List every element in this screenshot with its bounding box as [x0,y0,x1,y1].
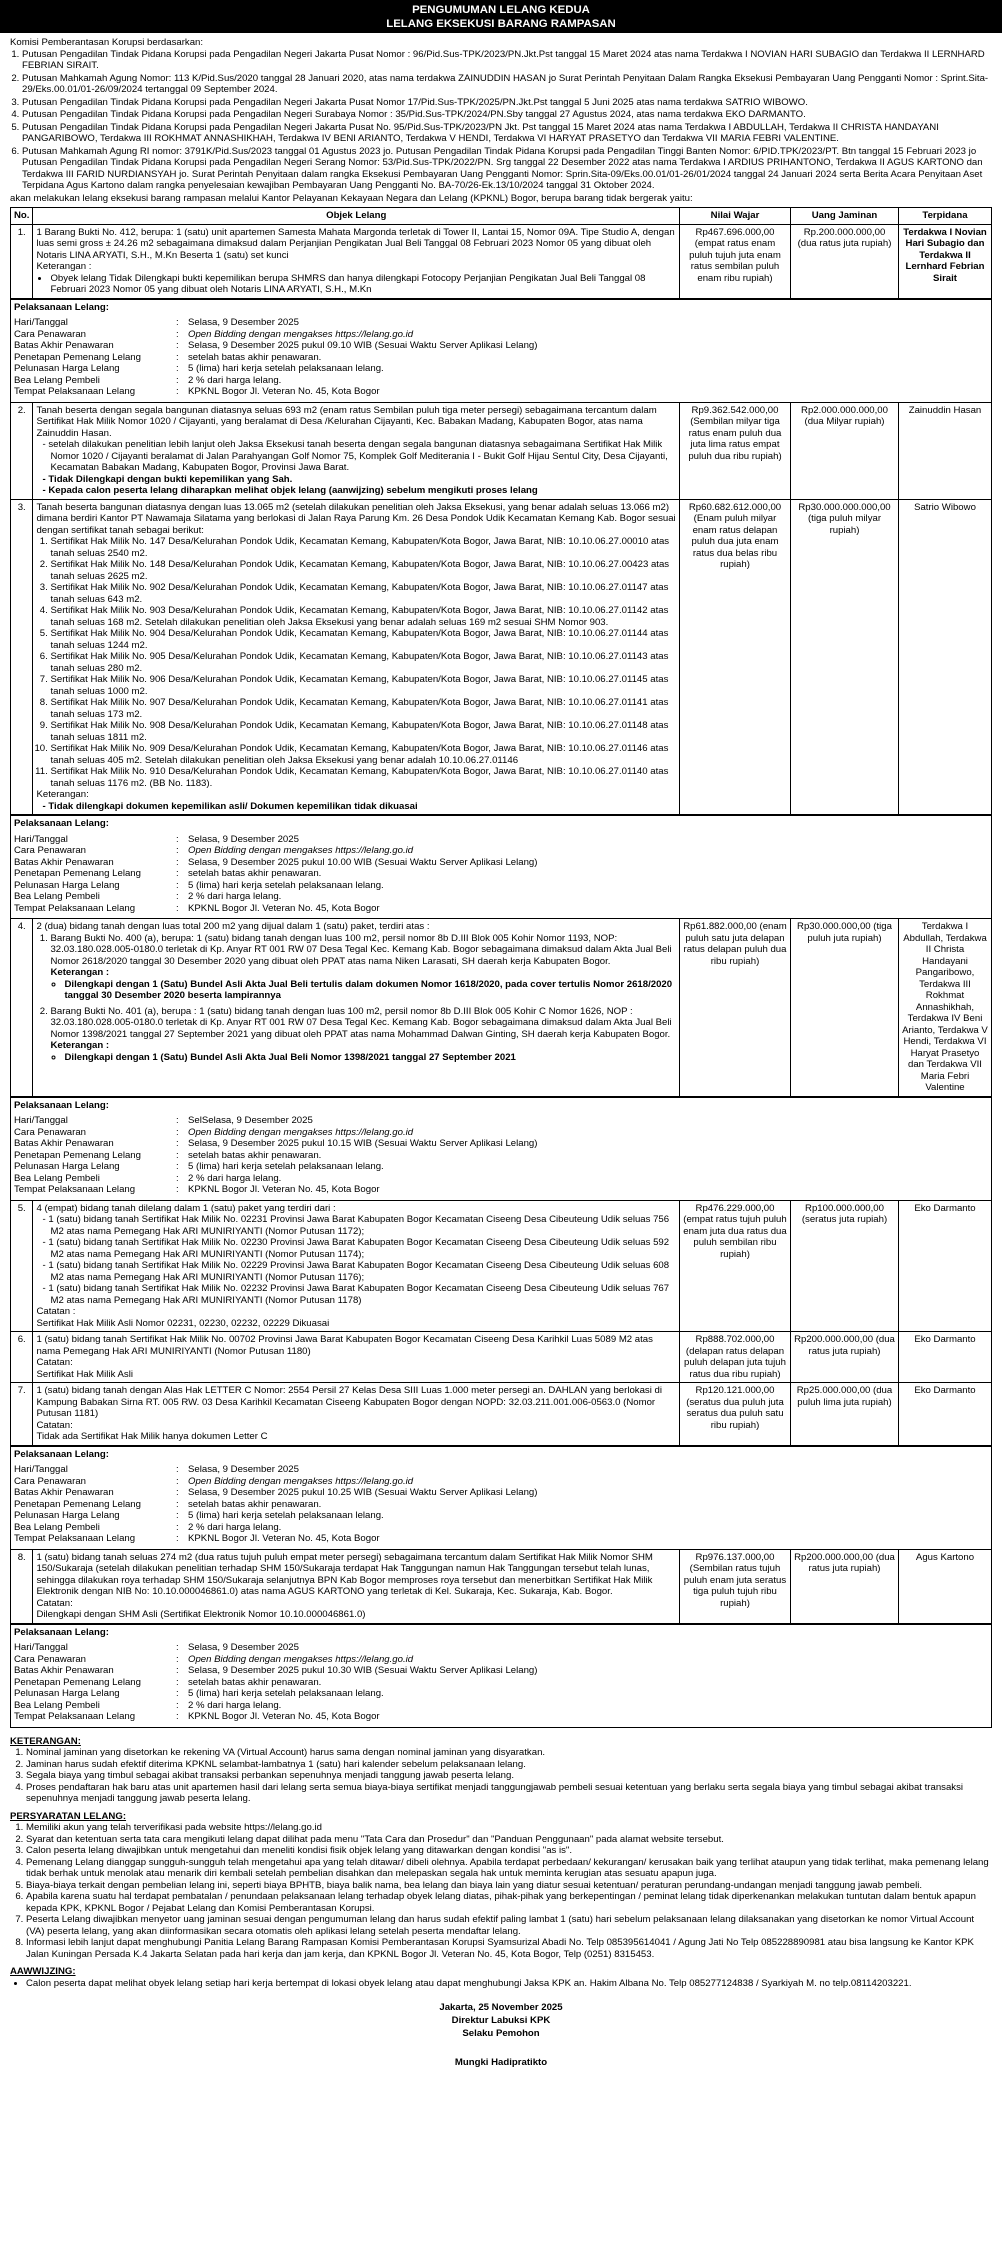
schedule-value: 2 % dari harga lelang. [188,1172,282,1184]
legal-basis-item: 4. Putusan Pengadilan Tindak Pidana Korupsi pada Pengadilan Negeri Surabaya Nomor : 35/Pid.Sus-TPK/2024/PN.Sby tanggal 27 Agustus 2024, atas nama terdakwa EKO DARMANTO. [22,109,992,121]
schedule-value: 2 % dari harga lelang. [188,374,282,386]
schedule-row [11,1445,992,1549]
schedule-value: Selasa, 9 Desember 2025 pukul 10.00 WIB (Sesuai Waktu Server Aplikasi Lelang) [188,856,538,868]
intro-closing: akan melakukan lelang eksekusi barang rampasan melalui Kantor Pelayanan Kekayaan Negara dan Lelang (KPKNL) Bogor, berupa barang tidak bergerak yaitu: [10,192,693,204]
header-bar [0,0,1002,33]
schedule-label: Tempat Pelaksanaan Lelang [14,902,136,914]
note-item: 3. Segala biaya yang timbul sebagai akibat transaksi perbankan sepenuhnya menjadi tanggung jawab peserta lelang. [26,1770,992,1782]
schedule-label: Penetapan Pemenang Lelang [14,1149,141,1161]
lot-text: 2 (dua) bidang tanah dengan luas total 200 m2 yang dijual dalam 1 (satu) paket, terdiri atas : [36,921,430,932]
notes-section [10,1736,992,1990]
table-row [11,919,992,1097]
header-subtitle: LELANG EKSEKUSI BARANG RAMPASAN [386,18,616,30]
schedule-label: Bea Lelang Pembeli [14,374,100,386]
sign-date: Jakarta, 25 November 2025 [439,2002,563,2013]
requirement-item: 5. Biaya-biaya terkait dengan pembelian lelang ini, seperti biaya BPHTB, biaya balik nama, bea lelang dan biaya lain yang diatur sesuai ketentuan/ peraturan perundang-undangan menjadi tanggung jawab pembeli. [26,1880,992,1892]
requirement-item: 6. Apabila karena suatu hal terdapat pembatalan / penundaan pelaksanaan lelang terhadap obyek lelang diatas, pihak-pihak yang berkepentingan / peminat lelang tidak diperkenankan melakukan tuntutan dalam bentuk apapun kepada KPK, KPKNL Bogor / Pejabat Lelang dan Komisi Pemberantasan Korupsi. [26,1891,992,1914]
lot-subitem [50,933,676,1002]
lot-deposit: Rp200.000.000,00 (dua ratus juta rupiah) [791,1332,899,1383]
legal-basis-list [22,49,992,192]
schedule-value: setelah batas akhir penawaran. [188,351,322,363]
legal-basis-item: 6. Putusan Mahkamah Agung RI nomor: 3791K/Pid.Sus/2023 tanggal 01 Agustus 2023 jo. Putusan Pengadilan Tindak Pidana Korupsi pada Pengadilan Tinggi Banten Nomor: 6/PID.TPK/2023/PT. Btn tanggal 15 Februari 2023 jo Putusan Pengadilan Tindak Pidana Korupsi pada Pengadilan Negeri Serang Nomor: 53/Pid.Sus-TPK/2022/PN. Srg tanggal 22 Desember 2022 atas nama Terdakwa I ARDIUS PRIHANTONO, Terdakwa II AGUS KARTONO dan Terdakwa III FARID NURDIANSYAH jo. Surat Perintah Penyitaan dalam rangka Eksekusi Pembayaran Uang Pengganti Nomor: Sprin.Sita-09/Eks.00.01/01-26/01/2024 tanggal 24 Januari 2024 serta Berita Acara Penyitaan Aset Terpidana Agus Kartono dalam rangka penyelesaian kewajiban Pembayaran Uang Pengganti No. BA-70/26-Ek.13/10/2024 tanggal 31 Oktober 2024. [22,146,992,192]
schedule-value: 5 (lima) hari kerja setelah pelaksanaan lelang. [188,1161,384,1172]
schedule-label: Penetapan Pemenang Lelang [14,1498,141,1510]
col-no: No. [11,208,33,225]
sign-role: Selaku Pemohon [462,2028,540,2039]
schedule-value: Open Bidding dengan mengakses https://lelang.go.id [188,1475,414,1487]
lot-convict: Terdakwa I Novian Hari Subagio dan Terdakwa II Lernhard Febrian Sirait [899,224,992,298]
lot-text: 4 (empat) bidang tanah dilelang dalam 1 (satu) paket yang terdiri dari : [36,1202,336,1214]
lot-note-label: Keterangan : [50,967,110,978]
schedule-label: Pelunasan Harga Lelang [14,1510,120,1521]
requirement-item: 3. Calon peserta lelang diwajibkan untuk mengetahui dan meneliti kondisi fisik objek lelang yang ditawarkan dengan kondisi "as is". [26,1845,992,1857]
lot-deposit: Rp30.000.000,00 (tiga puluh juta rupiah) [791,919,899,1097]
certificate-item: 10. Sertifikat Hak Milik No. 909 Desa/Kelurahan Pondok Udik, Kecamatan Kemang, Kabupaten/Kota Bogor, Jawa Barat, NIB: 10.10.06.27.01146 atas tanah seluas 405 m2. Setelah dilakukan penelitian oleh Jaksa Eksekusi yang benar adalah 10.10.06.27.01146 [50,743,676,766]
schedule-value: Open Bidding dengan mengakses https://lelang.go.id [188,1126,414,1138]
schedule-label: Hari/Tanggal [14,1464,68,1475]
certificate-item: 6. Sertifikat Hak Milik No. 905 Desa/Kelurahan Pondok Udik, Kecamatan Kemang, Kabupaten/Kota Bogor, Jawa Barat, NIB: 10.10.06.27.01143 atas tanah seluas 280 m2. [50,651,676,674]
schedule-value: 2 % dari harga lelang. [188,1521,282,1533]
schedule-title: Pelaksanaan Lelang: [11,815,991,832]
lot-dash-item: - setelah dilakukan penelitian lebih lanjut oleh Jaksa Eksekusi tanah beserta dengan segala bangunan diatasnya sebagaimana Sertifikat Hak Milik Nomor 1020 / Cijayanti beralamat di Jalan Parahyangan Golf Nomor 75, Komplek Golf Mediterania I - Bukit Golf Hijau Sentul City, Desa Cijayanti, Kecamatan Babakan Madang, Kabupaten Bogor, Provinsi Jawa Barat. [50,439,676,474]
schedule-label: Cara Penawaran [14,1653,86,1665]
schedule-value: setelah batas akhir penawaran. [188,1676,322,1688]
intro-lead: Komisi Pemberantasan Korupsi berdasarkan: [10,37,204,48]
schedule-value: KPKNL Bogor Jl. Veteran No. 45, Kota Bogor [188,902,380,914]
lot-convict: Eko Darmanto [899,1332,992,1383]
auction-table [10,207,992,1728]
lot-note: Sertifikat Hak Milik Asli [36,1368,133,1380]
lot-value: Rp476.229.000,00 (empat ratus tujuh puluh enam juta dua ratus dua puluh sembilan ribu rupiah) [680,1200,791,1332]
schedule-label: Batas Akhir Penawaran [14,1138,114,1149]
schedule-label: Pelunasan Harga Lelang [14,363,120,374]
lot-dash-item: - 1 (satu) bidang tanah Sertifikat Hak Milik No. 02231 Provinsi Jawa Barat Kabupaten Bogor Kecamatan Ciseeng Desa Cibeuteung Udik seluas 756 M2 atas nama Pemegang Hak ARI MUNIRIYANTI (Nomor Putusan 1172); [50,1214,676,1237]
schedule-label: Pelunasan Harga Lelang [14,879,120,891]
certificate-item: 9. Sertifikat Hak Milik No. 908 Desa/Kelurahan Pondok Udik, Kecamatan Kemang, Kabupaten/Kota Bogor, Jawa Barat, NIB: 10.10.06.27.01148 atas tanah seluas 1811 m2. [50,720,676,743]
lot-note: Dilengkapi dengan SHM Asli (Sertifikat Elektronik Nomor 10.10.000046861.0) [36,1609,366,1620]
schedule-label: Pelunasan Harga Lelang [14,1688,120,1699]
schedule-value: Selasa, 9 Desember 2025 pukul 10.25 WIB (Sesuai Waktu Server Aplikasi Lelang) [188,1487,538,1498]
lot-number: 5. [11,1200,33,1332]
lot-value: Rp467.696.000,00 (empat ratus enam puluh tujuh juta enam ratus sembilan puluh enam ribu rupiah) [680,224,791,298]
certificate-item: 3. Sertifikat Hak Milik No. 902 Desa/Kelurahan Pondok Udik, Kecamatan Kemang, Kabupaten/Kota Bogor, Jawa Barat, NIB: 10.10.06.27.01147 atas tanah seluas 643 m2. [50,582,676,605]
header-title: PENGUMUMAN LELANG KEDUA [412,4,590,16]
sign-name: Mungki Hadipratikto [454,2057,548,2068]
schedule-value: Selasa, 9 Desember 2025 [188,317,299,328]
schedule-label: Tempat Pelaksanaan Lelang [14,386,136,397]
schedule-label: Batas Akhir Penawaran [14,1665,114,1676]
lot-dash-item: - Kepada calon peserta lelang diharapkan melihat objek lelang (aanwijzing) sebelum mengikuti proses lelang [50,485,676,497]
schedule-label: Penetapan Pemenang Lelang [14,868,141,879]
schedule-label: Bea Lelang Pembeli [14,1699,100,1711]
lot-number: 4. [11,919,33,1097]
schedule-label: Penetapan Pemenang Lelang [14,351,141,363]
legal-basis-item: 2. Putusan Mahkamah Agung Nomor: 113 K/Pid.Sus/2020 tanggal 28 Januari 2020, atas nama terdakwa ZAINUDDIN HASAN jo Surat Perintah Penyitaan Dalam Rangka Eksekusi Pembayaran Uang Pengganti Nomor : Sprint.Sita-29/Eks.00.01/01-26/09/2024 tertanggal 09 September 2024. [22,73,992,96]
lot-number: 3. [11,499,33,815]
lot-deposit: Rp30.000.000.000,00 (tiga puluh milyar rupiah) [791,499,899,815]
lot-note-label: Keterangan : [50,1040,110,1051]
lot-text: 1 (satu) bidang tanah seluas 274 m2 (dua ratus tujuh puluh empat meter persegi) sebagaimana tercantum dalam Sertifikat Hak Milik Nomor SHM 150/Sukaraja (setelah dilakukan penelitian terhadap SHM 150/Sukaraja terdapat Hak Tanggungan namun Hak Tanggungan tersebut telah lunas, sehingga dilakukan roya terhadap SHM 150/Sukaraja selanjutnya BPN Kab Bogor memproses roya tersebut dan menerbitkan Sertifikat Hak Milik Elektronik dengan NIB No: 10.10.000046861.0) atas nama AGUS KARTONO yang terletak di Kel. Sukaraja, Kec. Sukaraja, Kab. Bogor. [36,1551,653,1597]
lot-number: 1. [11,224,33,298]
schedule-label: Cara Penawaran [14,1126,86,1138]
schedule-value: Open Bidding dengan mengakses https://lelang.go.id [188,845,414,856]
schedule-title: Pelaksanaan Lelang: [11,299,991,316]
schedule-label: Pelunasan Harga Lelang [14,1161,120,1172]
schedule-label: Batas Akhir Penawaran [14,1487,114,1498]
lot-subitem-text: 2. Barang Bukti No. 401 (a), berupa : 1 (satu) bidang tanah dengan luas 100 m2, persil nomor 8b D.III Blok 005 Kohir C Nomor 1626, NOP : 32.03.180.028.005-0180.0 terletak di Kp. Anyar RT 001 RW 07 Desa Tegal Kec. Kemang Kab. Bogor sebagaimana dimaksud dalam Akta Jual Beli Nomor 1398/2021 tanggal 27 September 2021 yang dibuat oleh PPAT atas nama Mohammad Dalwan Ginting, SH daerah kerja Kabupaten Bogor. [50,1005,672,1040]
schedule-value: Selasa, 9 Desember 2025 pukul 10.15 WIB (Sesuai Waktu Server Aplikasi Lelang) [188,1138,538,1149]
col-value: Nilai Wajar [680,208,791,225]
lot-deposit: Rp2.000.000.000,00 (dua Milyar rupiah) [791,402,899,499]
lot-description [33,1549,680,1623]
lot-value: Rp61.882.000,00 (enam puluh satu juta delapan ratus delapan puluh dua ribu rupiah) [680,919,791,1097]
schedule-grid: Hari/Tanggal : Selasa, 9 Desember 2025 Cara Penawaran : Open Bidding dengan mengakses https://lelang.go.id Batas Akhir Penawaran : Selasa, 9 Desember 2025 pukul 10.30 WIB (Sesuai Waktu Server Aplikasi Lelang) Penetapan Pemenang Lelang : setelah batas akhir penawaran. Pelunasan Harga Lelang : 5 (lima) hari kerja setelah pelaksanaan lelang. Bea Lelang Pembeli : 2 % dari harga lelang. Tempat Pelaksanaan Lelang : KPKNL Bogor Jl. Veteran No. 45, Kota Bogor [14,1642,991,1723]
schedule-label: Bea Lelang Pembeli [14,891,100,902]
note-item: 2. Jaminan harus sudah efektif diterima KPKNL selambat-lambatnya 1 (satu) hari kalender sebelum pelaksanaan lelang. [26,1759,992,1771]
table-row [11,402,992,499]
lot-subitem [50,1006,676,1064]
schedule-value: Open Bidding dengan mengakses https://lelang.go.id [188,1653,414,1665]
legal-basis-item: 3. Putusan Pengadilan Tindak Pidana Korupsi pada Pengadilan Negeri Jakarta Pusat Nomor 17/Pid.Sus-TPK/2025/PN.Jkt.Pst tanggal 5 Juni 2025 atas nama terdakwa SATRIO WIBOWO. [22,97,992,109]
schedule-label: Hari/Tanggal [14,833,68,845]
lot-value: Rp9.362.542.000,00 (Sembilan milyar tiga ratus enam puluh dua juta lima ratus empat puluh dua ribu rupiah) [680,402,791,499]
table-row [11,1332,992,1383]
certificate-item: 7. Sertifikat Hak Milik No. 906 Desa/Kelurahan Pondok Udik, Kecamatan Kemang, Kabupaten/Kota Bogor, Jawa Barat, NIB: 10.10.06.27.01145 atas tanah seluas 1000 m2. [50,674,676,697]
lot-dash-item: - Tidak Dilengkapi dengan bukti kepemilikan yang Sah. [50,474,676,486]
signature-block [10,2001,992,2069]
legal-basis-item: 5. Putusan Pengadilan Tindak Pidana Korupsi pada Pengadilan Negeri Jakarta Pusat No. 95/Pid.Sus-TPK/2023/PN Jkt. Pst tanggal 15 Maret 2024 atas nama Terdakwa I ABDULLAH, Terdakwa II CHRISTA HANDAYANI PANGARIBOWO, Terdakwa III ROKHMAT ANNASHIKHAH, Terdakwa IV BENI ARIANTO, Terdakwa V HENDI, Terdakwa VI HARYAT PRASETYO dan Terdakwa VII MARIA FEBRI VALENTINE. [22,122,992,145]
schedule-label: Tempat Pelaksanaan Lelang [14,1533,136,1544]
col-deposit: Uang Jaminan [791,208,899,225]
certificate-item: 11. Sertifikat Hak Milik No. 910 Desa/Kelurahan Pondok Udik, Kecamatan Kemang, Kabupaten/Kota Bogor, Jawa Barat, NIB: 10.10.06.27.01140 atas tanah seluas 1176 m2. (BB No. 1183). [50,766,676,789]
schedule-grid: Hari/Tanggal : Selasa, 9 Desember 2025 Cara Penawaran : Open Bidding dengan mengakses https://lelang.go.id Batas Akhir Penawaran : Selasa, 9 Desember 2025 pukul 10.25 WIB (Sesuai Waktu Server Aplikasi Lelang) Penetapan Pemenang Lelang : setelah batas akhir penawaran. Pelunasan Harga Lelang : 5 (lima) hari kerja setelah pelaksanaan lelang. Bea Lelang Pembeli : 2 % dari harga lelang. Tempat Pelaksanaan Lelang : KPKNL Bogor Jl. Veteran No. 45, Kota Bogor [14,1464,991,1545]
schedule-label: Tempat Pelaksanaan Lelang [14,1711,136,1722]
lot-text: Tanah beserta dengan segala bangunan diatasnya seluas 693 m2 (enam ratus Sembilan puluh tiga meter persegi) sebagaimana tercantum dalam Sertifikat Hak Milik Nomor 1020 / Cijayanti, yang beralamat di Desa /Kelurahan Cijayanti, Kec. Babakan Madang, Kabupaten Bogor, atas nama Zainuddin Hasan. [36,404,657,439]
lot-text: 1 (satu) bidang tanah dengan Alas Hak LETTER C Nomor: 2554 Persil 27 Kelas Desa SIII Luas 1.000 meter persegi an. DAHLAN yang berlokasi di Kampung Babakan Sirna RT. 005 RW. 03 Desa Karihkil Kecamatan Ciseeng Kabupaten Bogor dengan NOPD: 32.03.211.001.006-0563.0 (Nomor Putusan 1181) [36,1385,662,1419]
lot-value: Rp976.137.000,00 (Sembilan ratus tujuh puluh enam juta seratus tiga puluh tujuh ribu rupiah) [680,1549,791,1623]
lot-note-label: Catatan: [36,1419,73,1431]
lot-subitem-text: 1. Barang Bukti No. 400 (a), berupa: 1 (satu) bidang tanah dengan luas 100 m2, persil nomor 8b D.III Blok 005 Kohir Nomor 1193, NOP: 32.03.180.028.005-0180.0 terletak di Kp. Anyar RT 001 RW 07 Desa Tegal Kec. Kemang Kab. Bogor sebagaimana dimaksud dalam Akta Jual Beli Nomor 2618/2020 tanggal 30 Desember 2020 yang dibuat oleh PPAT atas nama Niken Larasati, SH daerah kerja Kabupaten Bogor. [50,932,672,967]
lot-bullet: ◦ Dilengkapi dengan 1 (Satu) Bundel Asli Akta Jual Beli tertulis dalam dokumen Nomor 1618/2020, pada cover tertulis Nomor 2618/2020 tanggal 30 Desember 2020 beserta lampirannya [64,979,676,1002]
lot-dash-item: - 1 (satu) bidang tanah Sertifikat Hak Milik No. 02232 Provinsi Jawa Barat Kabupaten Bogor Kecamatan Ciseeng Desa Cibeuteung Udik seluas 767 M2 atas nama Pemegang Hak ARI MUNIRIYANTI (Nomor Putusan 1178) [50,1283,676,1306]
lot-bullet: ◦ Dilengkapi dengan 1 (Satu) Bundel Asli Akta Jual Beli Nomor 1398/2021 tanggal 27 September 2021 [64,1052,676,1064]
lot-deposit: Rp.200.000.000,00 (dua ratus juta rupiah) [791,224,899,298]
schedule-label: Tempat Pelaksanaan Lelang [14,1184,136,1195]
notes-title: KETERANGAN: [10,1735,81,1747]
schedule-label: Hari/Tanggal [14,1115,68,1126]
requirement-item: 8. Informasi lebih lanjut dapat menghubungi Panitia Lelang Barang Rampasan Komisi Pemberantasan Korupsi Syamsurizal Abadi No. Telp 085395614041 / Agung Jati No Telp 085228890981 atau bisa langsung ke Kantor KPK Jalan Kuningan Persada K.4 Jakarta Selatan pada hari kerja dan jam kerja, dan KPKNL Bogor Jl. Veteran No. 45, Kota Bogor, Telp (0251) 8315453. [26,1937,992,1960]
lot-convict: Eko Darmanto [899,1383,992,1446]
lot-text: 1 (satu) bidang tanah Sertifikat Hak Milik No. 00702 Provinsi Jawa Barat Kabupaten Bogor Kecamatan Ciseeng Desa Karihkil Luas 5089 M2 atas nama Pemegang Hak ARI MUNIRIYANTI (Nomor Putusan 1180) [36,1334,653,1357]
lot-value: Rp60.682.612.000,00 (Enam puluh milyar enam ratus delapan puluh dua juta enam ratus dua belas ribu rupiah) [680,499,791,815]
lot-description [33,1332,680,1383]
lot-deposit: Rp200.000.000,00 (dua ratus juta rupiah) [791,1549,899,1623]
schedule-row [11,1096,992,1200]
certificate-item: 2. Sertifikat Hak Milik No. 148 Desa/Kelurahan Pondok Udik, Kecamatan Kemang, Kabupaten/Kota Bogor, Jawa Barat, NIB: 10.10.06.27.00423 atas tanah seluas 2625 m2. [50,559,676,582]
table-row [11,224,992,298]
lot-text: Tanah beserta bangunan diatasnya dengan luas 13.065 m2 (setelah dilakukan penelitian oleh Jaksa Eksekusi, yang benar adalah seluas 13.066 m2) dimana berdiri Kantor PT Nawamaja Silatama yang berlokasi di Jalan Raya Parung Km. 26 Desa Pondok Udik Kecamatan Kemang Kab. Bogor sesuai dengan sertifikat tanah sebagai berikut: [36,501,676,536]
requirement-item: 2. Syarat dan ketentuan serta tata cara mengikuti lelang dapat dilihat pada menu "Tata Cara dan Prosedur" dan "Panduan Penggunaan" pada alamat website tersebut. [26,1834,992,1846]
lot-dash-item: - 1 (satu) bidang tanah Sertifikat Hak Milik No. 02230 Provinsi Jawa Barat Kabupaten Bogor Kecamatan Ciseeng Desa Cibeuteung Udik seluas 592 M2 atas nama Pemegang Hak ARI MUNIRIYANTI (Nomor Putusan 1174); [50,1237,676,1260]
schedule-label: Hari/Tanggal [14,317,68,328]
lot-note-label: Keterangan: [36,789,89,800]
sign-position: Direktur Labuksi KPK [451,2015,551,2026]
schedule-value: 2 % dari harga lelang. [188,1699,282,1711]
lot-description [33,1200,680,1332]
requirement-item: 4. Pemenang Lelang dianggap sungguh-sungguh telah mengetahui apa yang telah ditawar/ dibeli olehnya. Apabila terdapat perbedaan/ kekurangan/ kerusakan baik yang terlihat ataupun yang tidak terlihat, maka pemenang lelang tidak berhak untuk menolak atau menarik diri kembali setelah pembelian disahkan dan melepaskan segala hak untuk meminta kerugian atas sesuatu apapun juga. [26,1857,992,1880]
schedule-value: Selasa, 9 Desember 2025 [188,1464,299,1475]
schedule-label: Cara Penawaran [14,1475,86,1487]
schedule-label: Batas Akhir Penawaran [14,340,114,351]
schedule-value: 5 (lima) hari kerja setelah pelaksanaan lelang. [188,879,384,891]
schedule-label: Bea Lelang Pembeli [14,1172,100,1184]
certificate-item: 8. Sertifikat Hak Milik No. 907 Desa/Kelurahan Pondok Udik, Kecamatan Kemang, Kabupaten/Kota Bogor, Jawa Barat, NIB: 10.10.06.27.01141 atas tanah seluas 173 m2. [50,697,676,720]
lot-value: Rp888.702.000,00 (delapan ratus delapan puluh delapan juta tujuh ratus dua ribu rupiah) [680,1332,791,1383]
lot-description [33,1383,680,1446]
schedule-value: Selasa, 9 Desember 2025 [188,1642,299,1653]
schedule-value: KPKNL Bogor Jl. Veteran No. 45, Kota Bogor [188,386,380,397]
intro-section [10,37,992,204]
table-header-row [11,208,992,225]
schedule-row [11,1623,992,1727]
lot-note: Sertifikat Hak Milik Asli Nomor 02231, 02230, 02232, 02229 Dikuasai [36,1317,330,1329]
schedule-value: setelah batas akhir penawaran. [188,1498,322,1510]
lot-convict: Terdakwa I Abdullah, Terdakwa II Christa Handayani Pangaribowo, Terdakwa III Rokhmat Annashikhah, Terdakwa IV Beni Arianto, Terdakwa V Hendi, Terdakwa VI Haryat Prasetyo dan Terdakwa VII Maria Febri Valentine [899,919,992,1097]
lot-convict: Satrio Wibowo [899,499,992,815]
schedule-label: Batas Akhir Penawaran [14,856,114,868]
inspection-title: AAWWIJZING: [10,1966,76,1977]
note-item: 1. Nominal jaminan yang disetorkan ke rekening VA (Virtual Account) harus sama dengan nominal jaminan yang disyaratkan. [26,1747,992,1759]
lot-number: 6. [11,1332,33,1383]
lot-note-label: Catatan: [36,1357,73,1368]
lot-note-label: Catatan : [36,1306,76,1317]
schedule-value: 5 (lima) hari kerja setelah pelaksanaan lelang. [188,1510,384,1521]
lot-dash-item: - Tidak dilengkapi dokumen kepemilikan asli/ Dokumen kepemilikan tidak dikuasai [50,801,676,813]
schedule-value: Selasa, 9 Desember 2025 [188,833,299,845]
certificate-item: 1. Sertifikat Hak Milik No. 147 Desa/Kelurahan Pondok Udik, Kecamatan Kemang, Kabupaten/Kota Bogor, Jawa Barat, NIB: 10.10.06.27.00010 atas tanah seluas 2540 m2. [50,536,676,559]
schedule-value: setelah batas akhir penawaran. [188,868,322,879]
lot-deposit: Rp25.000.000,00 (dua puluh lima juta rupiah) [791,1383,899,1446]
lot-value: Rp120.121.000,00 (seratus dua puluh juta seratus dua puluh satu ribu rupiah) [680,1383,791,1446]
inspection-item: • Calon peserta dapat melihat obyek lelang setiap hari kerja bertempat di lokasi obyek lelang atau dapat menghubungi Jaksa KPK an. Hakim Albana No. Telp 085277124838 / Syarkiyah M. no telp.08114203221. [26,1978,992,1990]
legal-basis-item: 1. Putusan Pengadilan Tindak Pidana Korupsi pada Pengadilan Negeri Jakarta Pusat Nomor : 96/Pid.Sus-TPK/2023/PN.Jkt.Pst tanggal 15 Maret 2024 atas nama Terdakwa I NOVIAN HARI SUBAGIO dan Terdakwa II LERNHARD FEBRIAN SIRAIT. [22,49,992,72]
lot-note: Tidak ada Sertifikat Hak Milik hanya dokumen Letter C [36,1431,268,1442]
lot-description [33,499,680,815]
note-item: 4. Proses pendaftaran hak baru atas unit apartemen hasil dari lelang serta semua biaya-biaya sertifikat menjadi tanggungjawab pembeli sesuai ketentuan yang berlaku serta segala biaya yang timbul sebagai akibat transaksi sepenuhnya menjadi tanggung jawab peserta lelang. [26,1782,992,1805]
col-convict: Terpidana [899,208,992,225]
lot-text: 1 Barang Bukti No. 412, berupa: 1 (satu) unit apartemen Samesta Mahata Margonda terletak di Tower II, Lantai 15, Nomor 09A. Tipe Studio A, dengan luas semi gross ± 24.26 m2 sebagaimana dimaksud dalam Perjanjian Pengikatan Jual Beli Tanggal 08 Februari 2023 Nomor 05 yang dibuat oleh Notaris LINA ARYATI, S.H., M.Kn Beserta 1 (satu) set kunci [36,226,675,261]
lot-number: 8. [11,1549,33,1623]
schedule-label: Hari/Tanggal [14,1642,68,1653]
schedule-label: Cara Penawaran [14,845,86,856]
lot-number: 7. [11,1383,33,1446]
lot-description [33,919,680,1097]
schedule-value: 5 (lima) hari kerja setelah pelaksanaan lelang. [188,363,384,374]
lot-bullet: • Obyek lelang Tidak Dilengkapi bukti kepemilikan berupa SHMRS dan hanya dilengkapi Fotocopy Perjanjian Pengikatan Jual Beli Tanggal 08 Februari 2023 Nomor 05 yang dibuat oleh Notaris LINA ARYATI, S.H., M.Kn [50,273,676,296]
lot-note-label: Keterangan : [36,261,92,272]
schedule-value: Open Bidding dengan mengakses https://lelang.go.id [188,328,414,340]
certificate-item: 4. Sertifikat Hak Milik No. 903 Desa/Kelurahan Pondok Udik, Kecamatan Kemang, Kabupaten/Kota Bogor, Jawa Barat, NIB: 10.10.06.27.01142 atas tanah seluas 168 m2. Setelah dilakukan penelitian oleh Jaksa Eksekusi yang benar adalah seluas 169 m2 sesuai SHM Nomor 903. [50,605,676,628]
schedule-title: Pelaksanaan Lelang: [11,1624,991,1641]
schedule-value: Selasa, 9 Desember 2025 pukul 09.10 WIB (Sesuai Waktu Server Aplikasi Lelang) [188,340,538,351]
schedule-label: Cara Penawaran [14,328,86,340]
schedule-row [11,815,992,919]
schedule-value: setelah batas akhir penawaran. [188,1149,322,1161]
lot-convict: Agus Kartono [899,1549,992,1623]
lot-dash-item: - 1 (satu) bidang tanah Sertifikat Hak Milik No. 02229 Provinsi Jawa Barat Kabupaten Bogor Kecamatan Ciseeng Desa Cibeuteung Udik seluas 608 M2 atas nama Pemegang Hak ARI MUNIRIYANTI (Nomor Putusan 1176); [50,1260,676,1283]
certificate-list [50,536,676,789]
table-row [11,1200,992,1332]
schedule-row [11,298,992,402]
schedule-title: Pelaksanaan Lelang: [11,1446,991,1463]
requirement-item: 7. Peserta Lelang diwajibkan menyetor uang jaminan sesuai dengan pengumuman lelang dan harus sudah efektif paling lambat 1 (satu) hari sebelum pelaksanaan lelang dilaksanakan yang disetorkan ke nomor Virtual Account (VA) peserta lelang, yang akan diinformasikan secara otomatis oleh aplikasi lelang setelah peserta mendaftar lelang. [26,1914,992,1937]
lot-number: 2. [11,402,33,499]
schedule-value: Selasa, 9 Desember 2025 pukul 10.30 WIB (Sesuai Waktu Server Aplikasi Lelang) [188,1665,538,1676]
schedule-value: KPKNL Bogor Jl. Veteran No. 45, Kota Bogor [188,1184,380,1195]
schedule-label: Bea Lelang Pembeli [14,1521,100,1533]
lot-convict: Eko Darmanto [899,1200,992,1332]
requirement-item: 1. Memiliki akun yang telah terverifikasi pada website https://lelang.go.id [26,1822,992,1834]
lot-note-label: Catatan: [36,1597,73,1609]
schedule-value: KPKNL Bogor Jl. Veteran No. 45, Kota Bogor [188,1711,380,1722]
table-row [11,1549,992,1623]
schedule-value: KPKNL Bogor Jl. Veteran No. 45, Kota Bogor [188,1533,380,1544]
schedule-label: Penetapan Pemenang Lelang [14,1676,141,1688]
schedule-grid: Hari/Tanggal : SelSelasa, 9 Desember 2025 Cara Penawaran : Open Bidding dengan mengakses https://lelang.go.id Batas Akhir Penawaran : Selasa, 9 Desember 2025 pukul 10.15 WIB (Sesuai Waktu Server Aplikasi Lelang) Penetapan Pemenang Lelang : setelah batas akhir penawaran. Pelunasan Harga Lelang : 5 (lima) hari kerja setelah pelaksanaan lelang. Bea Lelang Pembeli : 2 % dari harga lelang. Tempat Pelaksanaan Lelang : KPKNL Bogor Jl. Veteran No. 45, Kota Bogor [14,1115,991,1196]
table-row [11,1383,992,1446]
col-object: Objek Lelang [33,208,680,225]
certificate-item: 5. Sertifikat Hak Milik No. 904 Desa/Kelurahan Pondok Udik, Kecamatan Kemang, Kabupaten/Kota Bogor, Jawa Barat, NIB: 10.10.06.27.01144 atas tanah seluas 1244 m2. [50,628,676,651]
lot-convict: Zainuddin Hasan [899,402,992,499]
lot-description [33,402,680,499]
lot-description [33,224,680,298]
schedule-value: SelSelasa, 9 Desember 2025 [188,1115,313,1126]
requirements-title: PERSYARATAN LELANG: [10,1810,127,1822]
schedule-grid: Hari/Tanggal : Selasa, 9 Desember 2025 Cara Penawaran : Open Bidding dengan mengakses https://lelang.go.id Batas Akhir Penawaran : Selasa, 9 Desember 2025 pukul 09.10 WIB (Sesuai Waktu Server Aplikasi Lelang) Penetapan Pemenang Lelang : setelah batas akhir penawaran. Pelunasan Harga Lelang : 5 (lima) hari kerja setelah pelaksanaan lelang. Bea Lelang Pembeli : 2 % dari harga lelang. Tempat Pelaksanaan Lelang : KPKNL Bogor Jl. Veteran No. 45, Kota Bogor [14,317,991,398]
table-row [11,499,992,815]
schedule-title: Pelaksanaan Lelang: [11,1097,991,1114]
lot-deposit: Rp100.000.000,00 (seratus juta rupiah) [791,1200,899,1332]
schedule-grid: Hari/Tanggal : Selasa, 9 Desember 2025 Cara Penawaran : Open Bidding dengan mengakses https://lelang.go.id Batas Akhir Penawaran : Selasa, 9 Desember 2025 pukul 10.00 WIB (Sesuai Waktu Server Aplikasi Lelang) Penetapan Pemenang Lelang : setelah batas akhir penawaran. Pelunasan Harga Lelang : 5 (lima) hari kerja setelah pelaksanaan lelang. Bea Lelang Pembeli : 2 % dari harga lelang. Tempat Pelaksanaan Lelang : KPKNL Bogor Jl. Veteran No. 45, Kota Bogor [14,834,991,915]
schedule-value: 5 (lima) hari kerja setelah pelaksanaan lelang. [188,1688,384,1699]
schedule-value: 2 % dari harga lelang. [188,891,282,902]
